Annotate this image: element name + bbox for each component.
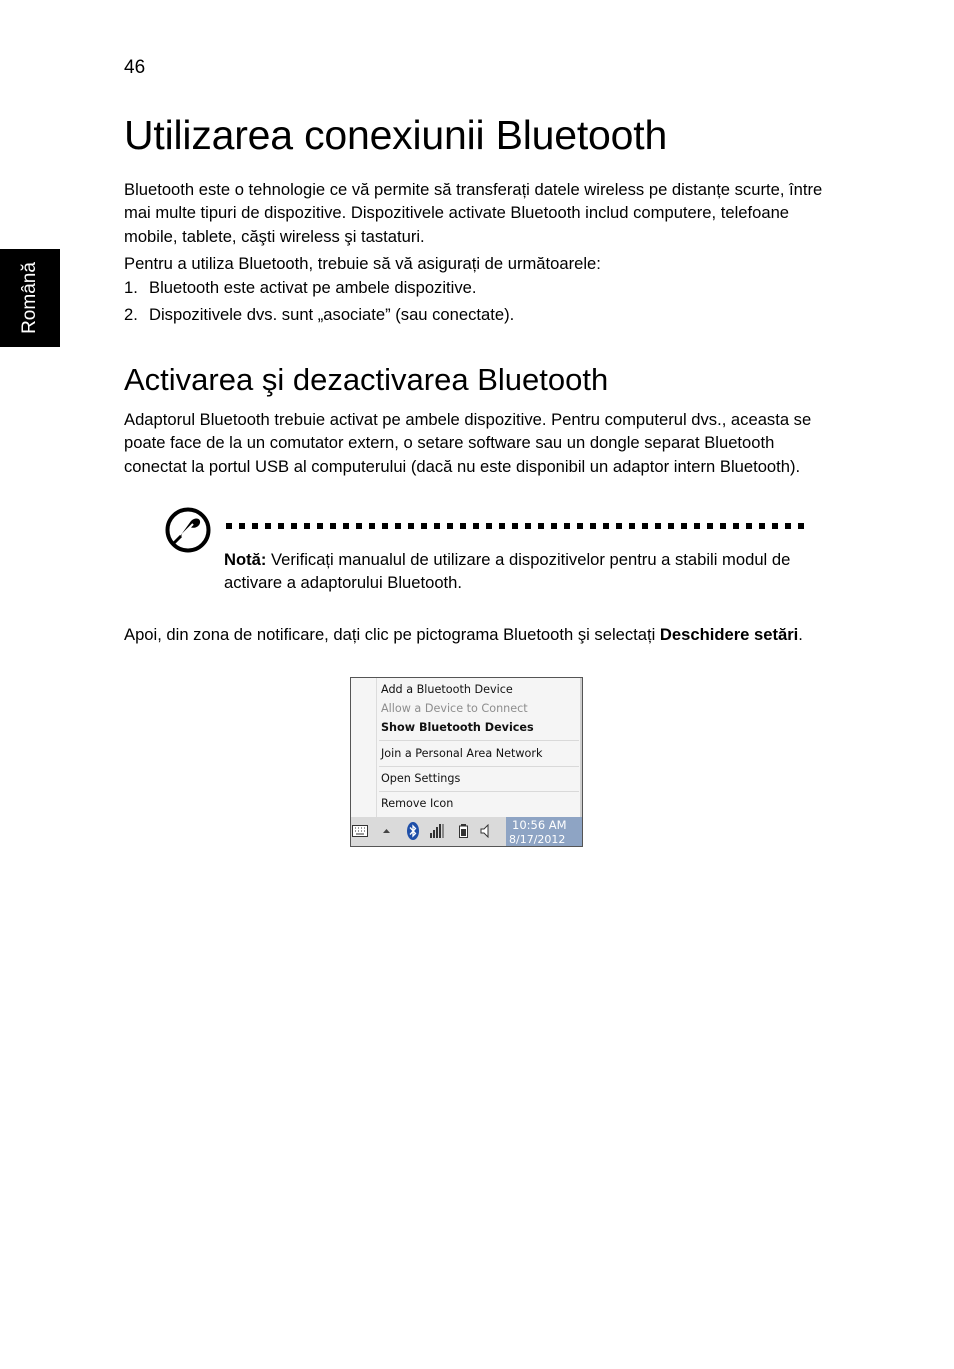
menu-gutter [376, 678, 377, 817]
intro-paragraph: Bluetooth este o tehnologie ce vă permite să transferați datele wireless pe distanțe scurte, între mai multe tipuri de dispozitive. Dispozitivele activate Bluetooth includ computere, telefoane mobile, tablete, căşti wireless şi tastaturi. [124, 180, 823, 246]
menu-item-allow-connect: Allow a Device to Connect [381, 702, 528, 715]
menu-edge [580, 678, 582, 817]
requirements-intro: Pentru a utiliza Bluetooth, trebuie să vă asigurați de următoarele: [124, 254, 601, 273]
chevron-up-icon[interactable] [382, 824, 391, 838]
taskbar-clock[interactable] [506, 817, 582, 846]
list-item [124, 276, 476, 299]
menu-item-join-network[interactable]: Join a Personal Area Network [381, 747, 543, 760]
list-text: Bluetooth este activat pe ambele dispozitive. [149, 278, 477, 297]
section-title: Activarea şi dezactivarea Bluetooth [124, 362, 609, 397]
menu-item-open-settings[interactable]: Open Settings [381, 772, 461, 785]
clock-date: 8/17/2012 [509, 833, 566, 846]
note-text [224, 548, 804, 595]
note-divider [226, 523, 810, 529]
list-text: Dispozitivele dvs. sunt „asociate” (sau conectate). [149, 305, 515, 324]
speaker-icon[interactable] [480, 824, 492, 838]
list-number: 1. [124, 278, 138, 297]
taskbar [351, 817, 582, 846]
instruction-paragraph [124, 623, 824, 646]
page-title: Utilizarea conexiunii Bluetooth [124, 112, 668, 158]
menu-item-add-device[interactable]: Add a Bluetooth Device [381, 683, 513, 696]
instruction-text: Apoi, din zona de notificare, dați clic pe pictograma Bluetooth şi selectați [124, 625, 660, 644]
language-label: Română [19, 262, 40, 334]
bluetooth-icon[interactable] [407, 822, 419, 840]
bluetooth-menu-screenshot [350, 677, 583, 847]
menu-separator [379, 766, 579, 767]
page-number: 46 [124, 57, 146, 78]
note-body: Verificați manualul de utilizare a dispozitivelor pentru a stabili modul de activare a adaptorului Bluetooth. [224, 550, 791, 593]
context-menu [351, 678, 582, 817]
language-side-tab [0, 249, 60, 347]
menu-separator [379, 791, 579, 792]
section-paragraph: Adaptorul Bluetooth trebuie activat pe ambele dispozitive. Pentru computerul dvs., aceasta se poate face de la un comutator extern, o setare software sau un dongle separat Bluetooth conectat la portul USB al computerului (dacă nu este disponibil un adaptor intern Bluetooth). [124, 410, 812, 476]
list-item [124, 303, 514, 326]
signal-icon[interactable] [429, 824, 445, 838]
instruction-end: . [798, 625, 803, 644]
note-icon [164, 506, 212, 554]
instruction-bold: Deschidere setări [659, 625, 799, 644]
list-number: 2. [124, 305, 138, 324]
menu-separator [379, 740, 579, 741]
keyboard-icon[interactable] [352, 824, 368, 838]
clock-time: 10:56 AM [512, 818, 567, 832]
menu-item-show-devices[interactable]: Show Bluetooth Devices [381, 721, 534, 734]
note-label: Notă: [224, 550, 267, 569]
battery-icon[interactable] [459, 824, 468, 838]
menu-item-remove-icon[interactable]: Remove Icon [381, 797, 454, 810]
